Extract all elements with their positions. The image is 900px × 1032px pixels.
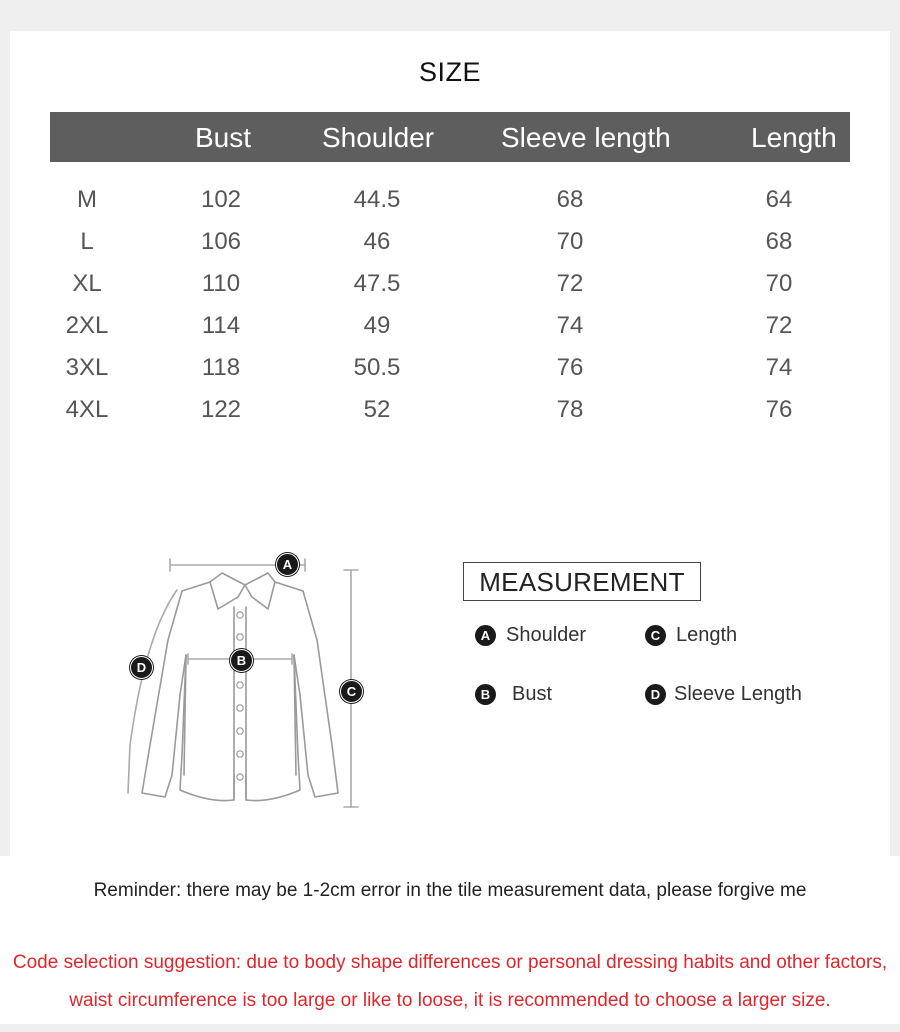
legend-marker-a: A xyxy=(475,625,496,646)
size-label: XL xyxy=(72,270,102,297)
marker-d: D xyxy=(130,656,153,679)
table-cell: 70 xyxy=(765,270,793,297)
legend-marker-b: B xyxy=(475,684,496,705)
table-cell: 114 xyxy=(201,312,241,339)
measurement-title: MEASUREMENT xyxy=(463,562,701,601)
legend-label-length: Length xyxy=(676,624,738,646)
table-row xyxy=(0,354,900,396)
table-cell: 72 xyxy=(556,270,584,297)
size-label: M xyxy=(77,186,97,213)
table-row xyxy=(0,270,900,312)
table-cell: 102 xyxy=(200,186,242,213)
header-shoulder: Shoulder xyxy=(322,122,435,153)
legend-item-length xyxy=(645,624,737,647)
table-cell: 76 xyxy=(765,396,793,423)
table-cell: 68 xyxy=(556,186,584,213)
table-cell: 118 xyxy=(201,354,241,381)
header-sleeve-length: Sleeve length xyxy=(501,122,671,153)
table-cell: 78 xyxy=(556,396,584,423)
header-bust: Bust xyxy=(195,122,252,153)
table-cell: 68 xyxy=(765,228,793,255)
legend-label-sleeve-length: Sleeve Length xyxy=(674,683,802,705)
legend-label-bust: Bust xyxy=(512,683,553,705)
page-title: SIZE xyxy=(418,57,481,87)
table-cell: 64 xyxy=(765,186,793,213)
table-row xyxy=(0,396,900,438)
size-suggestion-text: Code selection suggestion: due to body shape differences or personal dressing habits and other factors, waist circumference is too large or like to loose, it is recommended to choose a larger size. xyxy=(12,952,888,1011)
table-row xyxy=(0,312,900,354)
table-row xyxy=(0,228,900,270)
legend-item-sleeve-length xyxy=(645,683,802,706)
marker-b: B xyxy=(230,649,253,672)
table-cell: 122 xyxy=(200,396,242,423)
size-label: 2XL xyxy=(65,312,109,339)
table-cell: 74 xyxy=(556,312,584,339)
table-cell: 44.5 xyxy=(353,186,401,213)
header-length: Length xyxy=(751,122,837,153)
table-cell: 47.5 xyxy=(353,270,401,297)
shirt-diagram xyxy=(110,545,380,820)
table-cell: 49 xyxy=(363,312,391,339)
legend-item-bust xyxy=(475,683,552,706)
table-cell: 72 xyxy=(765,312,793,339)
table-row xyxy=(0,186,900,228)
shirt-outline xyxy=(110,545,380,820)
marker-c: C xyxy=(340,680,363,703)
legend-label-shoulder: Shoulder xyxy=(506,624,587,646)
table-cell: 70 xyxy=(556,228,584,255)
legend-marker-d: D xyxy=(645,684,666,705)
table-cell: 74 xyxy=(765,354,793,381)
size-label: 3XL xyxy=(65,354,109,381)
legend-marker-c: C xyxy=(645,625,666,646)
size-table-header xyxy=(50,112,850,162)
table-cell: 110 xyxy=(201,270,241,297)
legend-item-shoulder xyxy=(475,624,586,647)
table-cell: 76 xyxy=(556,354,584,381)
table-cell: 106 xyxy=(200,228,242,255)
marker-a: A xyxy=(276,553,299,576)
table-cell: 50.5 xyxy=(353,354,401,381)
reminder-text: Reminder: there may be 1-2cm error in the tile measurement data, please forgive me xyxy=(93,880,807,901)
table-cell: 52 xyxy=(363,396,391,423)
table-cell: 46 xyxy=(363,228,391,255)
size-label: 4XL xyxy=(65,396,109,423)
bottom-border xyxy=(0,1024,900,1032)
size-label: L xyxy=(80,228,94,255)
